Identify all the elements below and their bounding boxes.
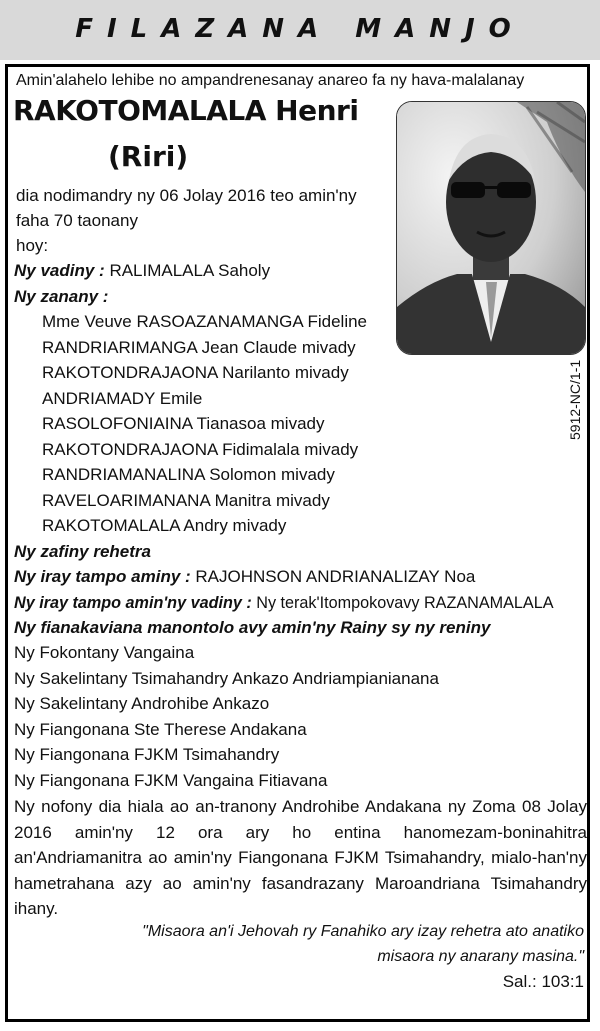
page-title: FILAZANA MANJO xyxy=(75,14,525,44)
deceased-name: RAKOTOMALALA Henri xyxy=(13,94,359,127)
child-name: RAVELOARIMANANA Manitra mivady xyxy=(42,491,330,510)
header-band xyxy=(0,0,600,60)
organization-item: Ny Fiangonana FJKM Vangaina Fitiavana xyxy=(14,771,328,790)
sibling-name: RAJOHNSON ANDRIANALIZAY Noa xyxy=(195,567,476,586)
verse-reference: Sal.: 103:1 xyxy=(502,972,584,991)
child-name: ANDRIAMADY Emile xyxy=(42,389,203,408)
death-line-1: dia nodimandry ny 06 Jolay 2016 teo amin'ny xyxy=(16,186,357,205)
children-label: Ny zanany : xyxy=(14,287,109,306)
bible-quote-line-1: "Misaora an'i Jehovah ry Fanahiko ary izay rehetra ato anatiko xyxy=(142,923,584,940)
portrait-photo xyxy=(396,101,586,355)
child-name: RANDRIAMANALINA Solomon mivady xyxy=(42,465,335,484)
death-line-3: hoy: xyxy=(16,236,49,255)
organization-item: Ny Fokontany Vangaina xyxy=(14,643,195,662)
child-name: RASOLOFONIAINA Tianasoa mivady xyxy=(42,414,325,433)
child-name: Mme Veuve RASOAZANAMANGA Fideline xyxy=(42,312,368,331)
child-name: RAKOTONDRAJAONA Narilanto mivady xyxy=(42,363,349,382)
spouse-line xyxy=(14,261,270,281)
spouse-sibling-line xyxy=(14,593,554,613)
spouse-sibling-name: Ny terak'Itompokovavy RAZANAMALALA xyxy=(256,594,554,612)
spouse-name: RALIMALALA Saholy xyxy=(109,261,271,280)
organization-item: Ny Fiangonana Ste Therese Andakana xyxy=(14,720,307,739)
funeral-details: Ny nofony dia hiala ao an-tranony Androhibe Andakana ny Zoma 08 Jolay 2016 amin'ny 12 ora ary ho entina hanomezam-boninahitra an'Andriamanitra ao amin'ny Fiangonana FJKM Tsimahandry, mialo-han'ny hametrahana azy ao amin'ny fasandrazany Maroandriana Tsimahandry ihany. xyxy=(14,797,587,918)
child-name: RANDRIARIMANGA Jean Claude mivady xyxy=(42,338,356,357)
child-name: RAKOTOMALALA Andry mivady xyxy=(42,516,287,535)
grandchildren-label: Ny zafiny rehetra xyxy=(14,542,151,561)
bible-quote-line-2: misaora ny anarany masina." xyxy=(377,948,584,965)
ad-reference-code: 5912-NC/1-1 xyxy=(567,359,583,440)
spouse-label: Ny vadiny : xyxy=(14,261,105,280)
spouse-sibling-label: Ny iray tampo amin'ny vadiny : xyxy=(14,594,252,612)
organization-item: Ny Fiangonana FJKM Tsimahandry xyxy=(14,745,280,764)
sibling-line xyxy=(14,567,475,587)
death-line-2: faha 70 taonany xyxy=(16,211,138,230)
family-label: Ny fianakaviana manontolo avy amin'ny Rainy sy ny reniny xyxy=(14,618,491,637)
organization-item: Ny Sakelintany Tsimahandry Ankazo Andriampianianana xyxy=(14,669,439,688)
organization-item: Ny Sakelintany Androhibe Ankazo xyxy=(14,694,270,713)
sibling-label: Ny iray tampo aminy : xyxy=(14,567,191,586)
child-name: RAKOTONDRAJAONA Fidimalala mivady xyxy=(42,440,359,459)
intro-text: Amin'alahelo lehibe no ampandrenesanay anareo fa ny hava-malalanay xyxy=(16,72,525,89)
deceased-nickname: (Riri) xyxy=(108,140,189,173)
